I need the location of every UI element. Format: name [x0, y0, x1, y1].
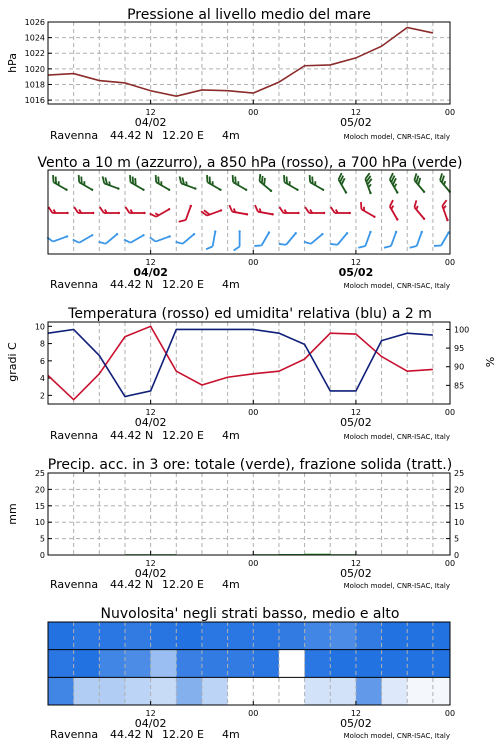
cloud-cell — [305, 650, 331, 678]
wind-barb — [384, 229, 398, 250]
cloud-cell — [176, 650, 202, 678]
barb-feather — [358, 244, 365, 250]
x-tick-label: 00 — [248, 559, 259, 568]
wind-title: Vento a 10 m (azzurro), a 850 hPa (rosso), a 700 hPa (verde) — [37, 155, 463, 171]
footer-lon: 12.20 E — [162, 129, 204, 142]
y-tick-label: 10 — [34, 518, 45, 528]
pressure-frame — [48, 22, 450, 104]
x-tick-label: 12 — [145, 108, 156, 117]
cloud-cell — [253, 677, 279, 705]
y-tick-label: 1024 — [24, 33, 45, 43]
cloud-cell — [99, 622, 125, 650]
rh-y-ticks — [446, 325, 469, 390]
barb-staff — [183, 234, 194, 244]
wind-barb — [330, 228, 348, 248]
x-date-label: 04/02 — [133, 266, 168, 279]
precip-title: Precip. acc. in 3 ore: totale (verde), frazione solida (tratt.) — [47, 457, 453, 473]
y-tick-label: 2 — [39, 391, 45, 401]
cloud-cell — [125, 677, 151, 705]
footer-model: Moloch model, CNR-ISAC, Italy — [343, 282, 450, 290]
barb-feather — [234, 247, 240, 251]
y-tick-label: 15 — [454, 501, 465, 511]
wind-barb — [254, 205, 275, 216]
x-tick-label: 00 — [444, 108, 456, 117]
wind-panel — [37, 155, 462, 291]
temp-ylabel: gradi C — [6, 342, 19, 382]
footer-lat: 44.42 N — [110, 728, 154, 741]
cloud-cell — [202, 650, 228, 678]
barb-tip — [143, 212, 145, 214]
wind-barb — [387, 173, 403, 194]
footer-model: Moloch model, CNR-ISAC, Italy — [343, 732, 450, 740]
x-tick-label: 00 — [248, 258, 259, 267]
wind-barb — [201, 204, 222, 218]
x-tick-label: 00 — [248, 709, 259, 718]
y-tick-label: 5 — [454, 534, 460, 544]
footer-lat: 44.42 N — [110, 429, 154, 442]
temp-rh-series — [48, 326, 433, 399]
temp-rh-footer — [50, 429, 450, 442]
wind-barb — [150, 203, 171, 219]
barb-feather — [179, 218, 186, 224]
y-tick-label: 85 — [454, 381, 465, 391]
barb-staff — [337, 233, 347, 244]
barb-tip — [66, 212, 68, 214]
x-date-label: 05/02 — [340, 567, 372, 580]
barb-feather — [100, 207, 104, 213]
temp-rh-title: Temperatura (rosso) ed umidita' relativa (blu) a 2 m — [68, 306, 432, 322]
footer-lon: 12.20 E — [162, 278, 204, 291]
x-tick-label: 00 — [444, 408, 456, 417]
cloud-cell — [407, 650, 433, 678]
x-tick-label: 00 — [248, 108, 259, 117]
barb-tip — [349, 212, 351, 214]
y-tick-label: 1018 — [24, 80, 45, 90]
barb-feather — [49, 207, 53, 213]
barb-tip — [118, 212, 120, 214]
y-tick-label: 25 — [454, 469, 465, 478]
precip-ylabel: mm — [6, 503, 19, 525]
y-tick-label: 100 — [454, 325, 470, 335]
cloud-cell — [382, 650, 408, 678]
barb-staff — [311, 234, 322, 244]
cloud-cell — [176, 622, 202, 650]
temperature-line — [48, 326, 433, 399]
temp-rh-frame — [48, 322, 450, 404]
cloud-cell — [330, 677, 356, 705]
cloud-cell — [151, 622, 177, 650]
x-tick-label: 12 — [145, 258, 156, 267]
x-date-label: 05/02 — [338, 266, 374, 279]
barb-staff — [186, 206, 191, 220]
wind-barb — [176, 229, 196, 247]
precip-grid — [48, 473, 450, 555]
cloud-cell — [433, 677, 451, 705]
barb-feather — [388, 200, 395, 206]
cloud-cell — [356, 622, 382, 650]
x-date-label: 05/02 — [340, 416, 372, 429]
wind-barb — [440, 200, 454, 221]
wind-barb — [254, 228, 270, 249]
x-tick-label: 12 — [350, 258, 362, 267]
wind-barb — [434, 228, 450, 249]
cloud-title: Nuvolosita' negli strati basso, medio e alto — [100, 606, 400, 622]
precip-frame — [48, 473, 450, 555]
x-tick-label: 12 — [350, 559, 362, 568]
wind-barb — [99, 229, 119, 247]
y-tick-label: 90 — [454, 362, 465, 372]
x-tick-label: 12 — [145, 709, 156, 718]
footer-model: Moloch model, CNR-ISAC, Italy — [343, 582, 450, 590]
x-tick-label: 12 — [145, 408, 156, 417]
y-tick-label: 5 — [39, 534, 45, 544]
y-tick-label: 20 — [454, 485, 465, 495]
y-tick-label: 95 — [454, 344, 465, 354]
temp-rh-panel — [6, 306, 496, 442]
cloud-cell — [74, 677, 100, 705]
wind-barb — [411, 200, 429, 220]
cloud-cell — [433, 650, 451, 678]
barb-feather — [434, 242, 441, 248]
cloud-cell — [48, 677, 74, 705]
cloud-cell — [228, 677, 254, 705]
humidity-line — [48, 329, 433, 396]
x-tick-label: 12 — [350, 408, 362, 417]
footer-alt: 4m — [222, 728, 240, 741]
footer-lat: 44.42 N — [110, 278, 154, 291]
barb-staff — [106, 234, 117, 244]
barb-tip — [323, 212, 325, 214]
wind-barb — [305, 207, 325, 214]
x-date-label: 04/02 — [134, 567, 167, 580]
temp-rh-grid — [74, 322, 433, 404]
barb-feather — [331, 207, 335, 213]
wind-barb — [335, 173, 351, 194]
cloud-cell — [125, 650, 151, 678]
y-tick-label: 6 — [39, 356, 45, 366]
barb-staff — [156, 236, 170, 241]
footer-location: Ravenna — [50, 429, 99, 442]
pressure-grid — [48, 22, 450, 104]
cloud-panel — [48, 606, 455, 741]
wind-barb — [331, 207, 351, 214]
precip-y-ticks — [35, 469, 52, 560]
barb-staff — [130, 235, 143, 243]
barb-feather — [330, 241, 337, 248]
barb-feather — [279, 207, 283, 213]
pressure-footer — [50, 129, 450, 142]
rh-ylabel: % — [483, 356, 496, 368]
cloud-cell — [74, 650, 100, 678]
x-date-label: 04/02 — [134, 116, 167, 129]
pressure-title: Pressione al livello medio del mare — [127, 7, 371, 23]
y-tick-label: 20 — [34, 485, 45, 495]
wind-barb — [126, 175, 147, 191]
precip-footer — [50, 578, 450, 591]
pressure-ylabel: hPa — [6, 53, 19, 73]
footer-lon: 12.20 E — [162, 578, 204, 591]
y-tick-label: 15 — [34, 501, 45, 511]
footer-model: Moloch model, CNR-ISAC, Italy — [343, 133, 450, 141]
cloud-cell — [382, 622, 408, 650]
wind-barb — [152, 175, 173, 191]
wind-barb — [75, 175, 96, 191]
y-tick-label: 0 — [454, 551, 460, 560]
barb-feather — [305, 207, 309, 213]
precip-panel — [6, 457, 464, 591]
barb-staff — [53, 236, 67, 241]
y-tick-label: 8 — [39, 339, 45, 349]
pressure-panel — [6, 7, 455, 142]
cloud-cell — [407, 622, 433, 650]
cloud-cell — [330, 622, 356, 650]
cloud-cell — [151, 677, 177, 705]
wind-barb — [411, 173, 429, 193]
wind-barb — [306, 175, 327, 191]
cloud-cell — [228, 650, 254, 678]
barb-feather — [206, 245, 213, 250]
y-tick-label: 1022 — [24, 49, 45, 59]
wind-barb — [177, 176, 198, 190]
footer-alt: 4m — [222, 278, 240, 291]
footer-alt: 4m — [222, 129, 240, 142]
wind-barb — [279, 228, 297, 248]
barb-staff — [417, 232, 422, 246]
wind-barb — [74, 207, 94, 214]
barb-feather — [384, 244, 391, 250]
cloud-cell — [356, 677, 382, 705]
barb-feather — [254, 242, 261, 248]
barb-feather — [125, 207, 129, 213]
cloud-cell — [48, 622, 74, 650]
footer-location: Ravenna — [50, 278, 99, 291]
y-tick-label: 1016 — [24, 96, 45, 106]
wind-barb — [229, 175, 250, 191]
cloud-cell — [228, 622, 254, 650]
wind-barb — [437, 173, 455, 193]
cloud-cell — [99, 650, 125, 678]
wind-barb — [280, 175, 301, 191]
barb-staff — [262, 233, 270, 246]
x-tick-label: 00 — [444, 258, 456, 267]
cloud-cell — [407, 677, 433, 705]
cloud-cells — [48, 622, 451, 705]
wind-barb — [100, 176, 121, 190]
cloud-cell — [176, 677, 202, 705]
cloud-cell — [356, 650, 382, 678]
wind-barbs — [47, 173, 455, 250]
footer-lat: 44.42 N — [110, 578, 154, 591]
footer-alt: 4m — [222, 578, 240, 591]
barb-feather — [441, 200, 448, 206]
barb-staff — [286, 233, 296, 244]
barb-feather — [410, 244, 417, 250]
footer-lon: 12.20 E — [162, 429, 204, 442]
wind-barb — [206, 229, 217, 250]
x-tick-label: 00 — [444, 709, 456, 718]
wind-barb — [47, 230, 68, 244]
wind-barb — [228, 205, 249, 216]
footer-alt: 4m — [222, 429, 240, 442]
barb-tip — [238, 230, 240, 232]
barb-staff — [391, 232, 396, 246]
temp-y-ticks — [35, 322, 52, 400]
x-date-label: 04/02 — [134, 416, 167, 429]
barb-staff — [441, 233, 449, 246]
wind-barb — [304, 229, 324, 247]
wind-footer — [50, 278, 450, 291]
barb-tip — [297, 212, 299, 214]
wind-barb — [410, 229, 424, 250]
cloud-cell — [48, 650, 74, 678]
y-tick-label: 4 — [39, 374, 45, 384]
x-date-label: 04/02 — [134, 717, 167, 730]
barb-feather — [74, 207, 78, 213]
wind-barb — [358, 229, 372, 250]
cloud-footer — [50, 728, 450, 741]
footer-lon: 12.20 E — [162, 728, 204, 741]
wind-barb — [387, 200, 403, 221]
barb-feather — [228, 205, 233, 212]
wind-barb — [357, 202, 378, 218]
cloud-cell — [382, 677, 408, 705]
cloud-cell — [305, 677, 331, 705]
cloud-cell — [433, 622, 451, 650]
cloud-cell — [125, 622, 151, 650]
barb-staff — [365, 232, 370, 246]
cloud-cell — [99, 677, 125, 705]
x-tick-label: 12 — [350, 108, 362, 117]
cloud-cell — [253, 622, 279, 650]
x-tick-label: 00 — [444, 559, 456, 568]
wind-barb — [256, 174, 276, 192]
cloud-cell — [279, 650, 305, 678]
wind-barb — [203, 175, 224, 191]
wind-barb — [100, 207, 120, 214]
footer-lat: 44.42 N — [110, 129, 154, 142]
x-tick-label: 12 — [145, 559, 156, 568]
barb-tip — [92, 212, 94, 214]
x-date-label: 05/02 — [340, 717, 372, 730]
footer-location: Ravenna — [50, 728, 99, 741]
wind-barb — [279, 207, 299, 214]
y-tick-label: 0 — [39, 551, 45, 560]
precip-y-ticks-right — [446, 469, 464, 560]
cloud-cell — [151, 650, 177, 678]
y-tick-label: 10 — [34, 322, 45, 332]
y-tick-label: 1026 — [24, 18, 45, 27]
x-tick-label: 00 — [248, 408, 259, 417]
x-tick-label: 12 — [350, 709, 362, 718]
barb-staff — [213, 232, 216, 247]
y-tick-label: 10 — [454, 518, 465, 528]
cloud-cell — [279, 622, 305, 650]
barb-feather — [254, 205, 259, 212]
cloud-cell — [330, 650, 356, 678]
wind-barb — [49, 175, 70, 191]
footer-location: Ravenna — [50, 129, 99, 142]
footer-location: Ravenna — [50, 578, 99, 591]
wind-barb — [363, 173, 377, 194]
footer-model: Moloch model, CNR-ISAC, Italy — [343, 433, 450, 441]
wind-barb — [73, 229, 94, 245]
y-tick-label: 25 — [34, 469, 45, 478]
wind-barb — [124, 229, 145, 245]
y-tick-label: 1020 — [24, 64, 45, 74]
wind-barb — [49, 207, 69, 214]
x-date-label: 05/02 — [340, 116, 372, 129]
wind-barb — [179, 203, 193, 224]
cloud-cell — [74, 622, 100, 650]
wind-barb — [125, 207, 145, 214]
wind-barb — [150, 230, 171, 244]
barb-staff — [79, 235, 92, 243]
cloud-cell — [253, 650, 279, 678]
barb-feather — [279, 241, 286, 248]
cloud-cell — [202, 622, 228, 650]
cloud-cell — [279, 677, 305, 705]
wind-barb — [234, 230, 241, 250]
cloud-cell — [202, 677, 228, 705]
cloud-cell — [305, 622, 331, 650]
